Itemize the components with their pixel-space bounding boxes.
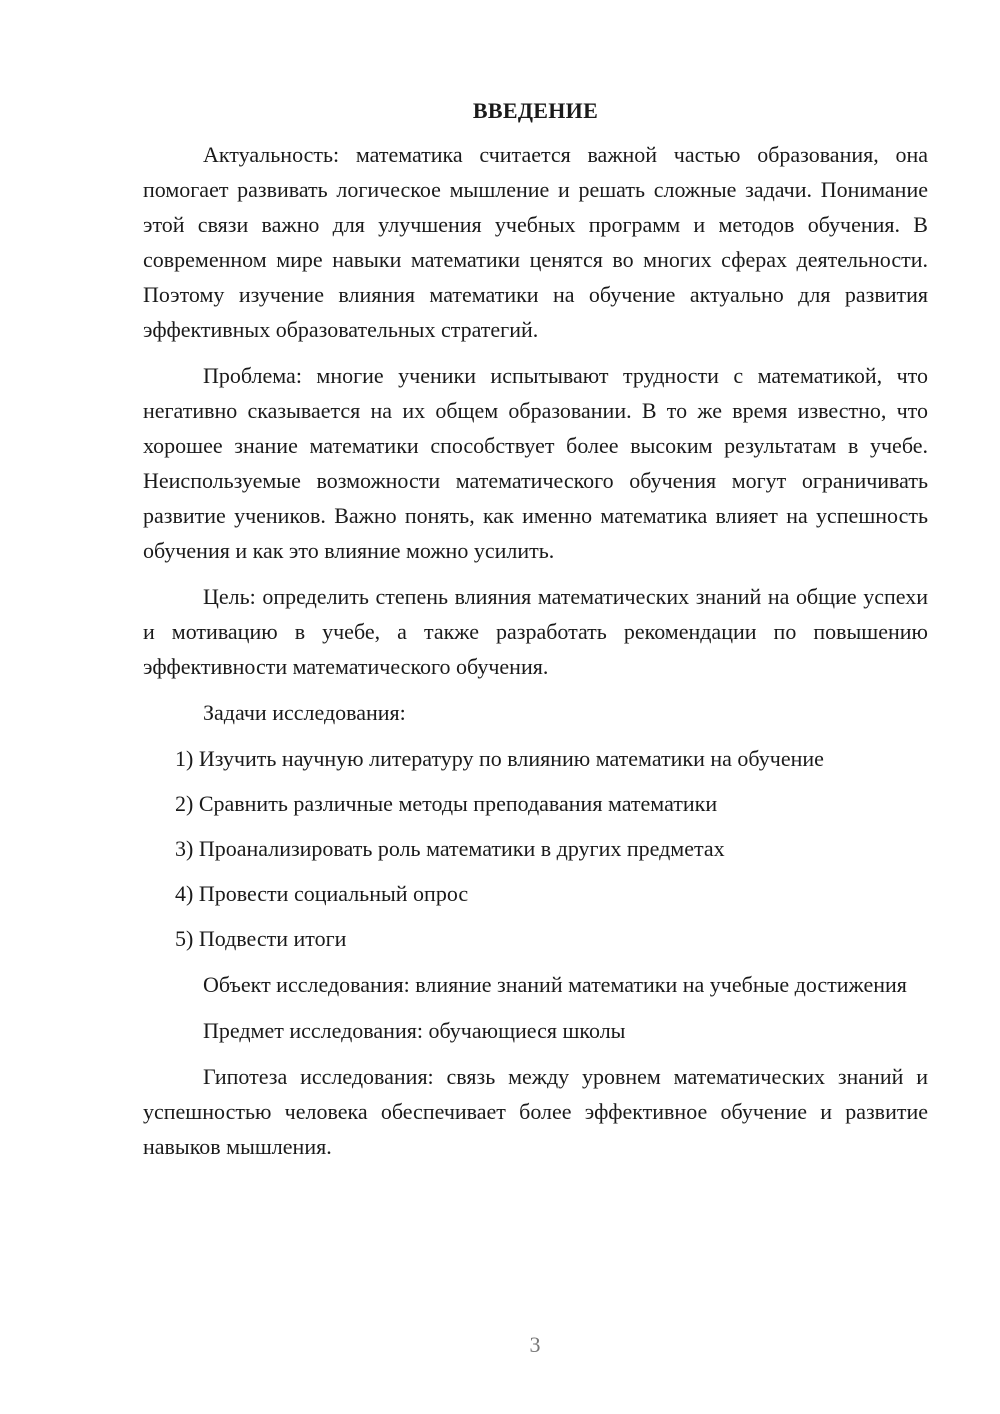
page-content [143,96,928,1175]
paragraph-relevance: Актуальность: математика считается важной частью образования, она помогает развивать логическое мышление и решать сложные задачи. Понимание этой связи важно для улучшения учебных программ и методов обучения. В современном мире навыки математики ценятся во многих сферах деятельности. Поэтому изучение влияния математики на обучение актуально для развития эффективных образовательных стратегий. [143,142,928,342]
list-item: 4) Провести социальный опрос [175,881,469,906]
list-item: 1) Изучить научную литературу по влиянию математики на обучение [175,746,824,771]
paragraph-subject: Предмет исследования: обучающиеся школы [203,1018,626,1043]
paragraph-object: Объект исследования: влияние знаний математики на учебные достижения [203,972,907,997]
page-title: ВВЕДЕНИЕ [472,98,599,123]
paragraph-problem: Проблема: многие ученики испытывают трудности с математикой, что негативно сказывается на их общем образовании. В то же время известно, что хорошее знание математики способствует более высоким результатам в учебе. Неиспользуемые возможности математического обучения могут ограничивать развитие учеников. Важно понять, как именно математика влияет на успешность обучения и как это влияние можно усилить. [143,363,928,563]
list-item: 5) Подвести итоги [175,926,347,951]
tasks-list [143,741,928,956]
list-item: 2) Сравнить различные методы преподавания математики [175,791,718,816]
paragraph-tasks-heading: Задачи исследования: [203,700,406,725]
list-item: 3) Проанализировать роль математики в других предметах [175,836,725,861]
page-number: 3 [529,1332,541,1357]
paragraph-hypothesis: Гипотеза исследования: связь между уровнем математических знаний и успешностью человека обеспечивает более эффективное обучение и развитие навыков мышления. [143,1064,928,1159]
paragraph-goal: Цель: определить степень влияния математических знаний на общие успехи и мотивацию в учебе, а также разработать рекомендации по повышению эффективности математического обучения. [143,584,928,679]
